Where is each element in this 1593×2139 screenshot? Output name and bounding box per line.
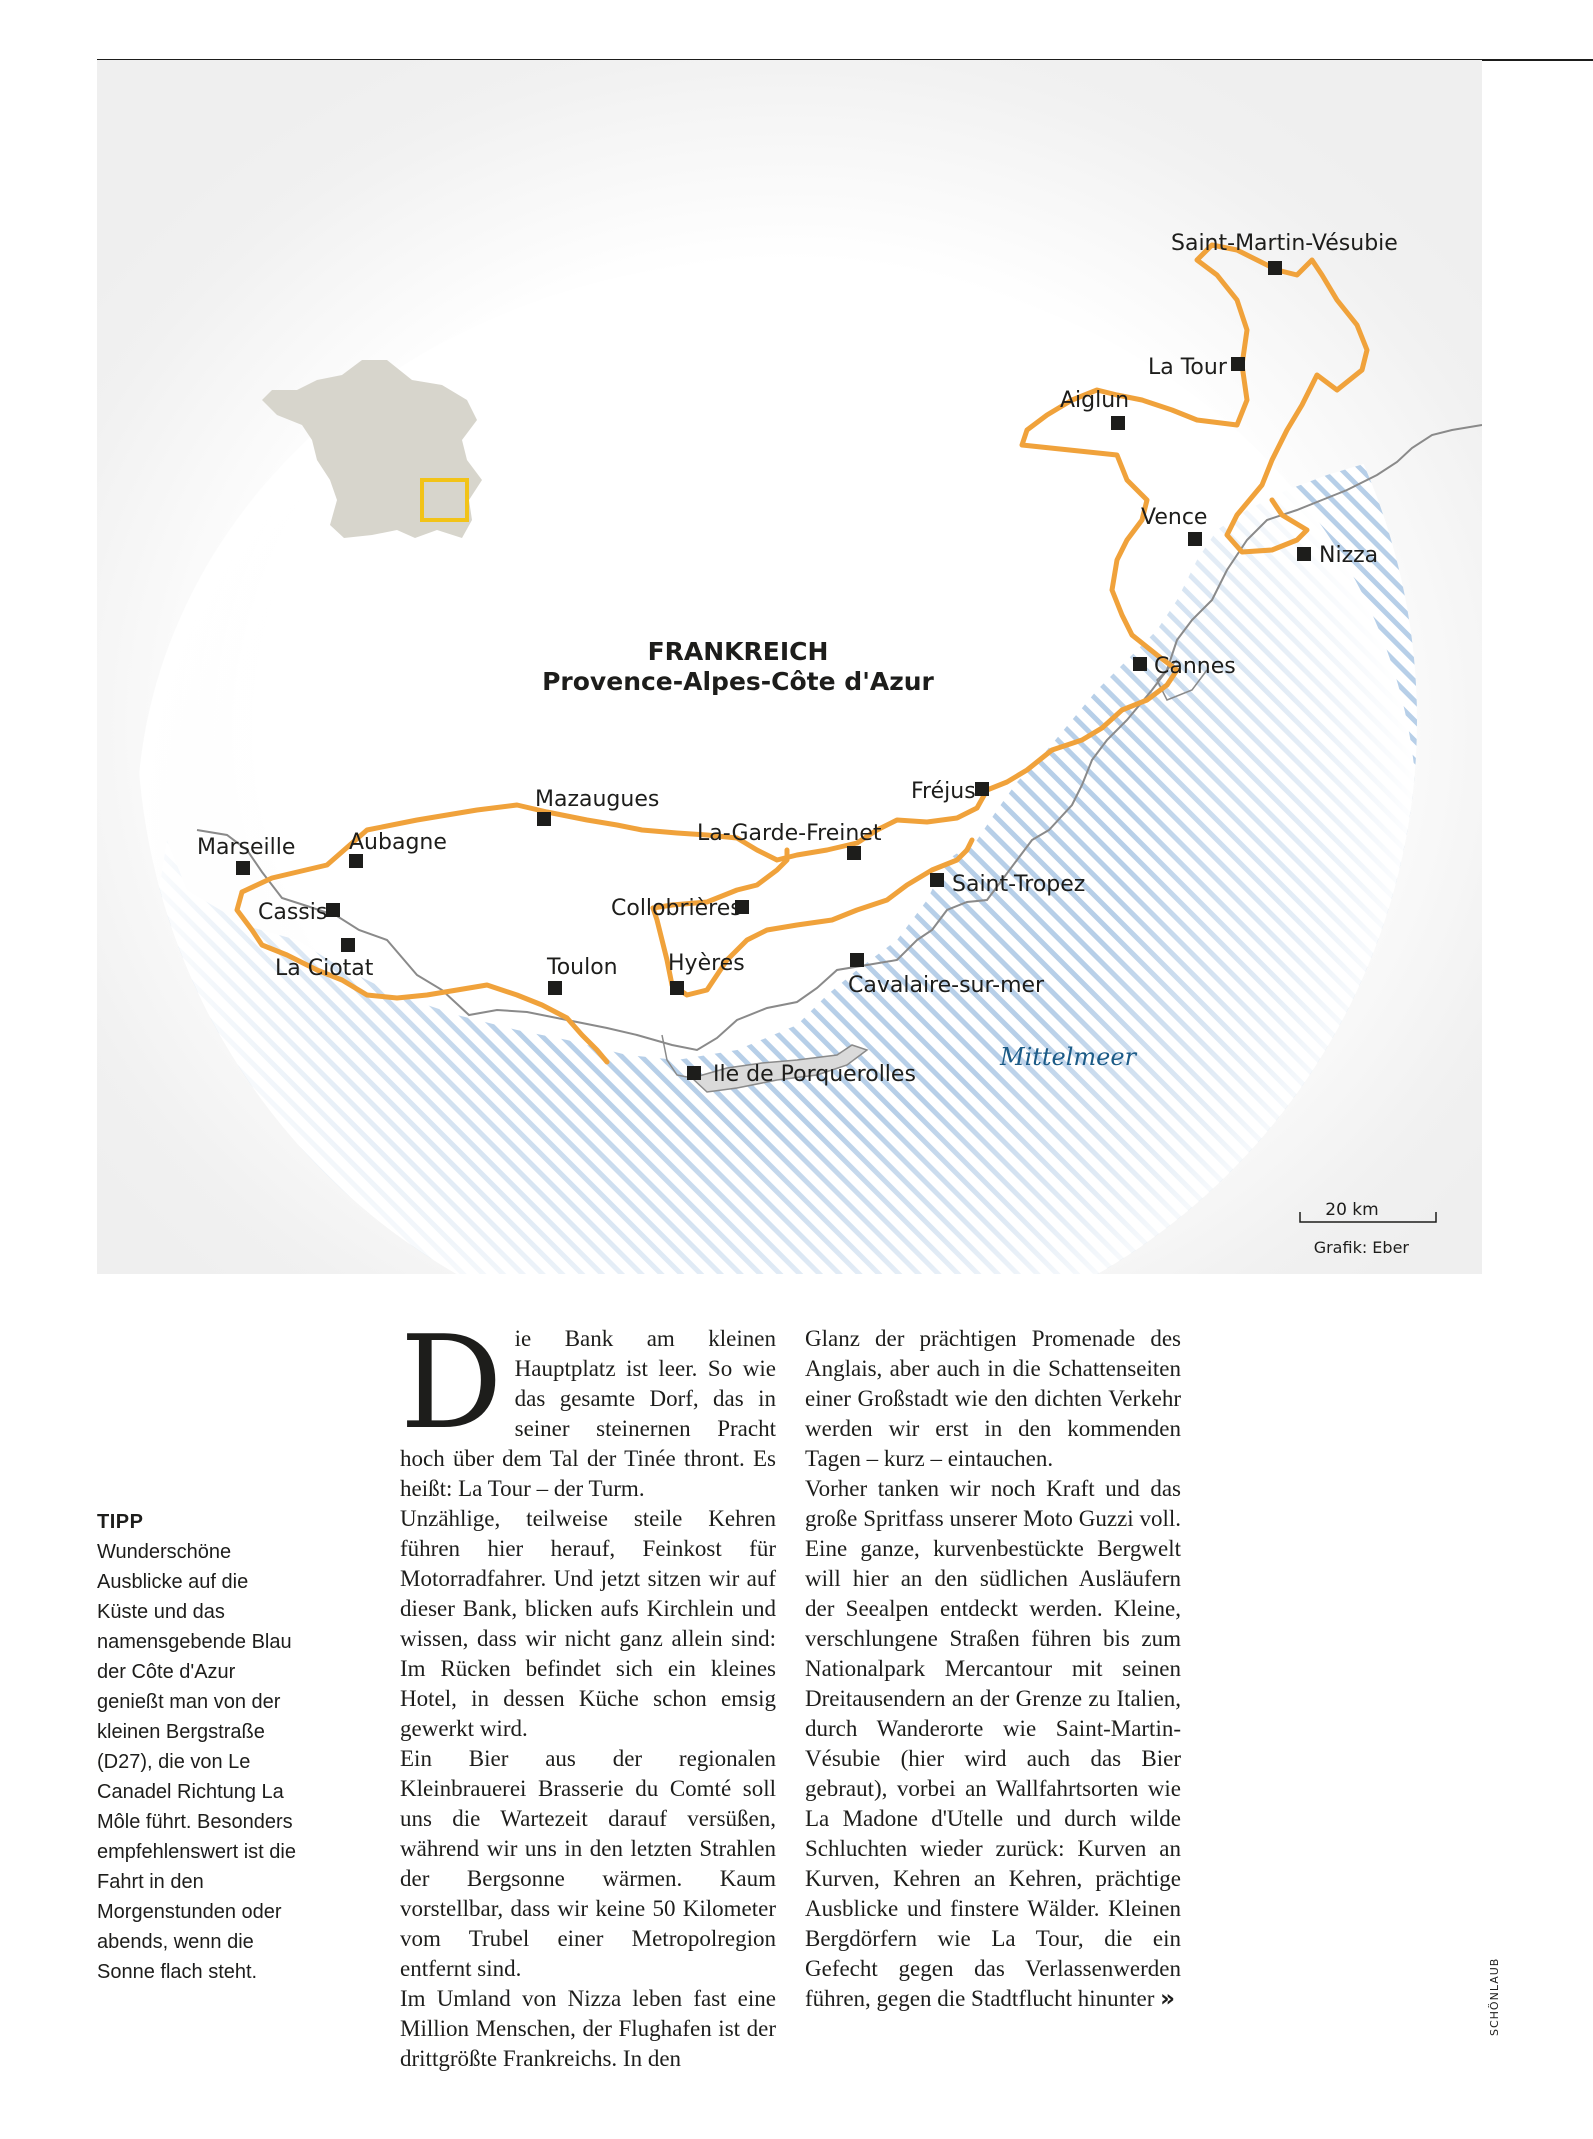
label-cassis: Cassis (258, 900, 328, 925)
article-paragraph: ie Bank am kleinen Hauptplatz ist leer. So wie das gesamte Dorf, das in seiner steinernen Pracht hoch über dem Tal der Tinée thront. Es heißt: La Tour – der Turm. (400, 1326, 776, 1501)
label-marseille: Marseille (197, 835, 296, 860)
scale-label: 20 km (1325, 1200, 1379, 1220)
label-hyeres: Hyères (668, 951, 745, 976)
label-la-garde-freinet: La-Garde-Freinet (697, 821, 882, 846)
marker-cannes (1133, 657, 1147, 671)
article-paragraph: Glanz der prächtigen Promenade des Anglais, aber auch in die Schattenseiten einer Großstadt wie den dichten Verkehr werden wir erst in den kommenden Tagen – kurz – eintauchen. (805, 1326, 1181, 1471)
map-title-region: Provence-Alpes-Côte d'Azur (542, 667, 934, 696)
label-mazaugues: Mazaugues (535, 787, 660, 812)
article-column-2 (805, 1324, 1181, 2014)
label-la-tour: La Tour (1148, 355, 1227, 380)
route-map (97, 60, 1482, 1274)
marker-aubagne (349, 854, 363, 868)
article-paragraph-text: Vorher tanken wir noch Kraft und das große Spritfass unserer Moto Guzzi voll. Eine ganze, kurvenbestückte Bergwelt will hier an den südlichen Ausläufern der Seealpen entdeckt werden. Kleine, verschlungene Straßen führen bis zum Nationalpark Mercantour mit seinen Dreitausendern an der Grenze zu Italien, durch Wanderorte wie Saint-Martin-Vésubie (hier wird auch das Bier gebraut), vorbei an Wallfahrtsorten wie La Madone d'Utelle und durch wilde Schluchten wieder zurück: Kurven an Kurven, Kehren an Kehren, prächtige Ausblicke und finstere Wälder. Kleinen Bergdörfern wie La Tour, die ein Gefecht gegen das Verlassenwerden führen, gegen die Stadtflucht hinunter (805, 1476, 1181, 2011)
label-la-ciotat: La Ciotat (275, 956, 374, 981)
marker-la-ciotat (341, 938, 355, 952)
marker-hyeres (670, 981, 684, 995)
label-cavalaire: Cavalaire-sur-mer (848, 973, 1045, 998)
marker-frejus (975, 782, 989, 796)
label-toulon: Toulon (547, 955, 618, 980)
graphic-credit: Grafik: Eber (1313, 1238, 1409, 1257)
label-cannes: Cannes (1154, 654, 1236, 679)
marker-la-tour (1231, 357, 1245, 371)
marker-cavalaire (850, 953, 864, 967)
map-title-country: FRANKREICH (647, 637, 829, 666)
marker-cassis (326, 903, 340, 917)
label-mittelmeer: Mittelmeer (1000, 1043, 1137, 1071)
photo-credit: SCHÖNLAUB (1488, 1957, 1501, 2036)
label-saint-martin-vesubie: Saint-Martin-Vésubie (1171, 231, 1398, 256)
label-nizza: Nizza (1319, 543, 1379, 568)
article-column-1 (400, 1309, 776, 2074)
label-vence: Vence (1141, 505, 1208, 530)
marker-porquerolles (687, 1066, 701, 1080)
marker-aiglun (1111, 416, 1125, 430)
article-paragraph: Im Umland von Nizza leben fast eine Million Menschen, der Flughafen ist der drittgrößte Frankreichs. In den (400, 1986, 776, 2071)
label-aubagne: Aubagne (349, 830, 447, 855)
article-paragraph (805, 1474, 1181, 2014)
continue-arrow-icon: » (1160, 1986, 1175, 2012)
tip-text: Wunderschöne Ausblicke auf die Küste und das namensgebende Blau der Côte d'Azur genießt man von der kleinen Bergstraße (D27), die von Le Canadel Richtung La Môle führt. Besonders empfehlenswert ist die Fahrt in den Morgenstunden oder abends, wenn die Sonne flach steht. (97, 1541, 296, 1983)
label-aiglun: Aiglun (1060, 388, 1130, 413)
article-paragraph: Unzählige, teilweise steile Kehren führen hier herauf, Feinkost für Motorradfahrer. Und jetzt sitzen wir auf dieser Bank, blicken aufs Kirchlein und wissen, dass wir nicht ganz allein sind: Im Rücken befindet sich ein kleines Hotel, in dessen Küche schon emsig gewerkt wird. (400, 1506, 776, 1741)
marker-marseille (236, 861, 250, 875)
tip-title: TIPP (97, 1511, 144, 1533)
label-porquerolles: Ile de Porquerolles (713, 1062, 916, 1087)
marker-toulon (548, 981, 562, 995)
label-collobrieres: Collobrières (611, 896, 742, 921)
tip-box (97, 1507, 297, 1987)
drop-cap: D (400, 1309, 503, 1458)
marker-la-garde-freinet (847, 846, 861, 860)
marker-mazaugues (537, 812, 551, 826)
marker-saint-martin-vesubie (1268, 261, 1282, 275)
route-map-svg (97, 60, 1482, 1274)
marker-saint-tropez (930, 873, 944, 887)
label-saint-tropez: Saint-Tropez (952, 872, 1086, 897)
marker-vence (1188, 532, 1202, 546)
marker-nizza (1297, 547, 1311, 561)
article-paragraph: Ein Bier aus der regionalen Kleinbrauerei Brasserie du Comté soll uns die Wartezeit darauf versüßen, während wir uns in den letzten Strahlen der Bergsonne wärmen. Kaum vorstellbar, dass wir keine 50 Kilometer vom Trubel einer Metropolregion entfernt sind. (400, 1746, 776, 1981)
label-frejus: Fréjus (911, 779, 976, 804)
